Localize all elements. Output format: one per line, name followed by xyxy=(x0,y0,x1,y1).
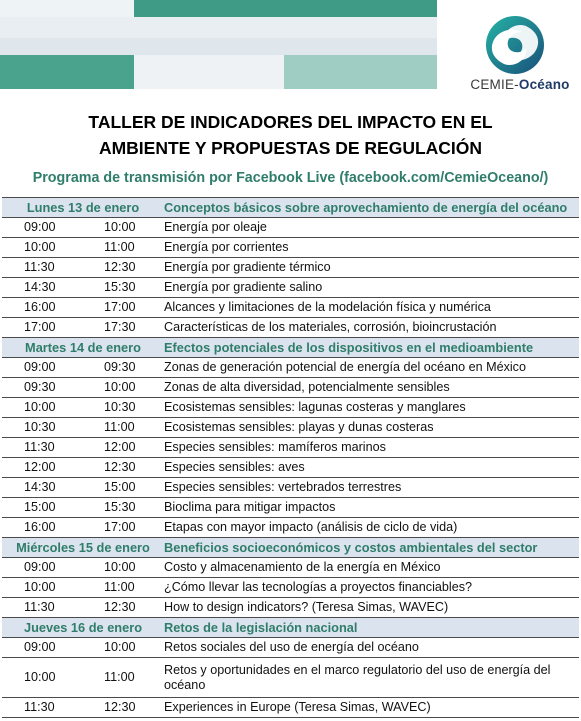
cemie-oceano-logo xyxy=(464,14,576,98)
session-row xyxy=(2,398,579,418)
session-time xyxy=(2,658,164,698)
banner-bar xyxy=(0,17,437,38)
end-time: 17:00 xyxy=(104,520,136,534)
day-header-row xyxy=(2,538,579,558)
session-row xyxy=(2,698,579,718)
start-time: 17:00 xyxy=(24,320,56,334)
session-topic: Experiences in Europe (Teresa Simas, WAVEC) xyxy=(164,698,579,718)
end-time: 15:30 xyxy=(104,280,136,294)
session-time xyxy=(2,218,164,238)
start-time: 09:00 xyxy=(24,560,56,574)
session-row xyxy=(2,578,579,598)
session-time xyxy=(2,398,164,418)
session-topic: Energía por corrientes xyxy=(164,238,579,258)
session-time xyxy=(2,378,164,398)
day-theme: Beneficios socioeconómicos y costos ambientales del sector xyxy=(164,538,579,558)
session-time xyxy=(2,438,164,458)
banner-bar xyxy=(0,0,134,17)
session-topic: Ecosistemas sensibles: lagunas costeras y manglares xyxy=(164,398,579,418)
session-time xyxy=(2,258,164,278)
start-time: 16:00 xyxy=(24,300,56,314)
start-time: 14:30 xyxy=(24,280,56,294)
end-time: 10:00 xyxy=(104,560,136,574)
session-topic: ¿Cómo llevar las tecnologías a proyectos financiables? xyxy=(164,578,579,598)
end-time: 09:30 xyxy=(104,360,136,374)
banner-bar xyxy=(134,55,284,89)
session-time xyxy=(2,498,164,518)
day-label: Martes 14 de enero xyxy=(2,338,164,358)
end-time: 12:00 xyxy=(104,440,136,454)
end-time: 12:30 xyxy=(104,260,136,274)
session-topic: Energía por gradiente térmico xyxy=(164,258,579,278)
start-time: 10:00 xyxy=(24,400,56,414)
start-time: 12:00 xyxy=(24,460,56,474)
session-topic: Especies sensibles: mamíferos marinos xyxy=(164,438,579,458)
session-topic: Bioclima para mitigar impactos xyxy=(164,498,579,518)
session-row xyxy=(2,478,579,498)
start-time: 10:00 xyxy=(24,240,56,254)
session-row xyxy=(2,238,579,258)
session-row xyxy=(2,358,579,378)
logo-wordmark: CEMIE-Océano xyxy=(470,77,570,92)
start-time: 11:30 xyxy=(24,700,55,714)
session-time xyxy=(2,298,164,318)
start-time: 11:30 xyxy=(24,260,55,274)
session-row xyxy=(2,378,579,398)
start-time: 11:30 xyxy=(24,600,55,614)
end-time: 11:00 xyxy=(104,240,135,254)
end-time: 12:30 xyxy=(104,700,136,714)
session-time xyxy=(2,598,164,618)
day-theme: Retos de la legislación nacional xyxy=(164,618,579,638)
session-row xyxy=(2,638,579,658)
session-row xyxy=(2,258,579,278)
page-title-line1: TALLER DE INDICADORES DEL IMPACTO EN EL xyxy=(88,112,493,132)
session-topic: Zonas de alta diversidad, potencialmente sensibles xyxy=(164,378,579,398)
day-label: Lunes 13 de enero xyxy=(2,198,164,218)
session-topic: Zonas de generación potencial de energía del océano en México xyxy=(164,358,579,378)
session-time xyxy=(2,558,164,578)
session-row xyxy=(2,218,579,238)
end-time: 15:00 xyxy=(104,480,136,494)
session-time xyxy=(2,458,164,478)
schedule-table xyxy=(2,197,579,718)
day-header-row xyxy=(2,618,579,638)
session-row xyxy=(2,558,579,578)
session-time xyxy=(2,358,164,378)
start-time: 14:30 xyxy=(24,480,56,494)
session-topic: Retos y oportunidades en el marco regulatorio del uso de energía del océano xyxy=(164,658,579,698)
end-time: 10:00 xyxy=(104,380,136,394)
session-time xyxy=(2,518,164,538)
day-theme: Efectos potenciales de los dispositivos en el medioambiente xyxy=(164,338,579,358)
banner-bar xyxy=(134,0,437,17)
end-time: 10:00 xyxy=(104,220,136,234)
day-theme: Conceptos básicos sobre aprovechamiento de energía del océano xyxy=(164,198,579,218)
end-time: 10:30 xyxy=(104,400,136,414)
end-time: 10:00 xyxy=(104,640,136,654)
session-row xyxy=(2,498,579,518)
session-row xyxy=(2,418,579,438)
session-row xyxy=(2,278,579,298)
start-time: 10:00 xyxy=(24,580,56,594)
session-time xyxy=(2,418,164,438)
end-time: 11:00 xyxy=(104,670,135,684)
session-topic: Especies sensibles: aves xyxy=(164,458,579,478)
end-time: 12:30 xyxy=(104,600,136,614)
session-topic: Energía por oleaje xyxy=(164,218,579,238)
session-topic: Características de los materiales, corrosión, bioincrustación xyxy=(164,318,579,338)
session-row xyxy=(2,658,579,698)
banner-bar xyxy=(0,55,134,89)
session-topic: Especies sensibles: vertebrados terrestres xyxy=(164,478,579,498)
session-time xyxy=(2,638,164,658)
session-row xyxy=(2,518,579,538)
start-time: 10:30 xyxy=(24,420,56,434)
start-time: 16:00 xyxy=(24,520,56,534)
broadcast-subtitle: Programa de transmisión por Facebook Live (facebook.com/CemieOceano/) xyxy=(32,170,549,186)
day-header-row xyxy=(2,198,579,218)
start-time: 15:00 xyxy=(24,500,56,514)
session-topic: Retos sociales del uso de energía del océano xyxy=(164,638,579,658)
start-time: 09:30 xyxy=(24,380,56,394)
session-topic: Alcances y limitaciones de la modelación física y numérica xyxy=(164,298,579,318)
start-time: 11:30 xyxy=(24,440,55,454)
day-label: Jueves 16 de enero xyxy=(2,618,164,638)
start-time: 09:00 xyxy=(24,360,56,374)
end-time: 15:30 xyxy=(104,500,136,514)
session-row xyxy=(2,598,579,618)
start-time: 09:00 xyxy=(24,640,56,654)
end-time: 11:00 xyxy=(104,580,135,594)
session-time xyxy=(2,578,164,598)
session-topic: Etapas con mayor impacto (análisis de ciclo de vida) xyxy=(164,518,579,538)
session-row xyxy=(2,458,579,478)
session-time xyxy=(2,318,164,338)
end-time: 11:00 xyxy=(104,420,135,434)
session-time xyxy=(2,698,164,718)
session-time xyxy=(2,278,164,298)
session-row xyxy=(2,438,579,458)
wave-swirl-icon xyxy=(470,14,570,76)
end-time: 17:30 xyxy=(104,320,136,334)
day-header-row xyxy=(2,338,579,358)
session-time xyxy=(2,238,164,258)
banner-bar xyxy=(0,38,437,55)
day-label: Miércoles 15 de enero xyxy=(2,538,164,558)
end-time: 12:30 xyxy=(104,460,136,474)
session-topic: Costo y almacenamiento de la energía en México xyxy=(164,558,579,578)
session-topic: Ecosistemas sensibles: playas y dunas costeras xyxy=(164,418,579,438)
end-time: 17:00 xyxy=(104,300,136,314)
session-row xyxy=(2,298,579,318)
session-row xyxy=(2,318,579,338)
start-time: 09:00 xyxy=(24,220,56,234)
session-time xyxy=(2,478,164,498)
page-title-line2: AMBIENTE Y PROPUESTAS DE REGULACIÓN xyxy=(98,138,483,158)
session-topic: How to design indicators? (Teresa Simas, WAVEC) xyxy=(164,598,579,618)
start-time: 10:00 xyxy=(24,670,56,684)
session-topic: Energía por gradiente salino xyxy=(164,278,579,298)
